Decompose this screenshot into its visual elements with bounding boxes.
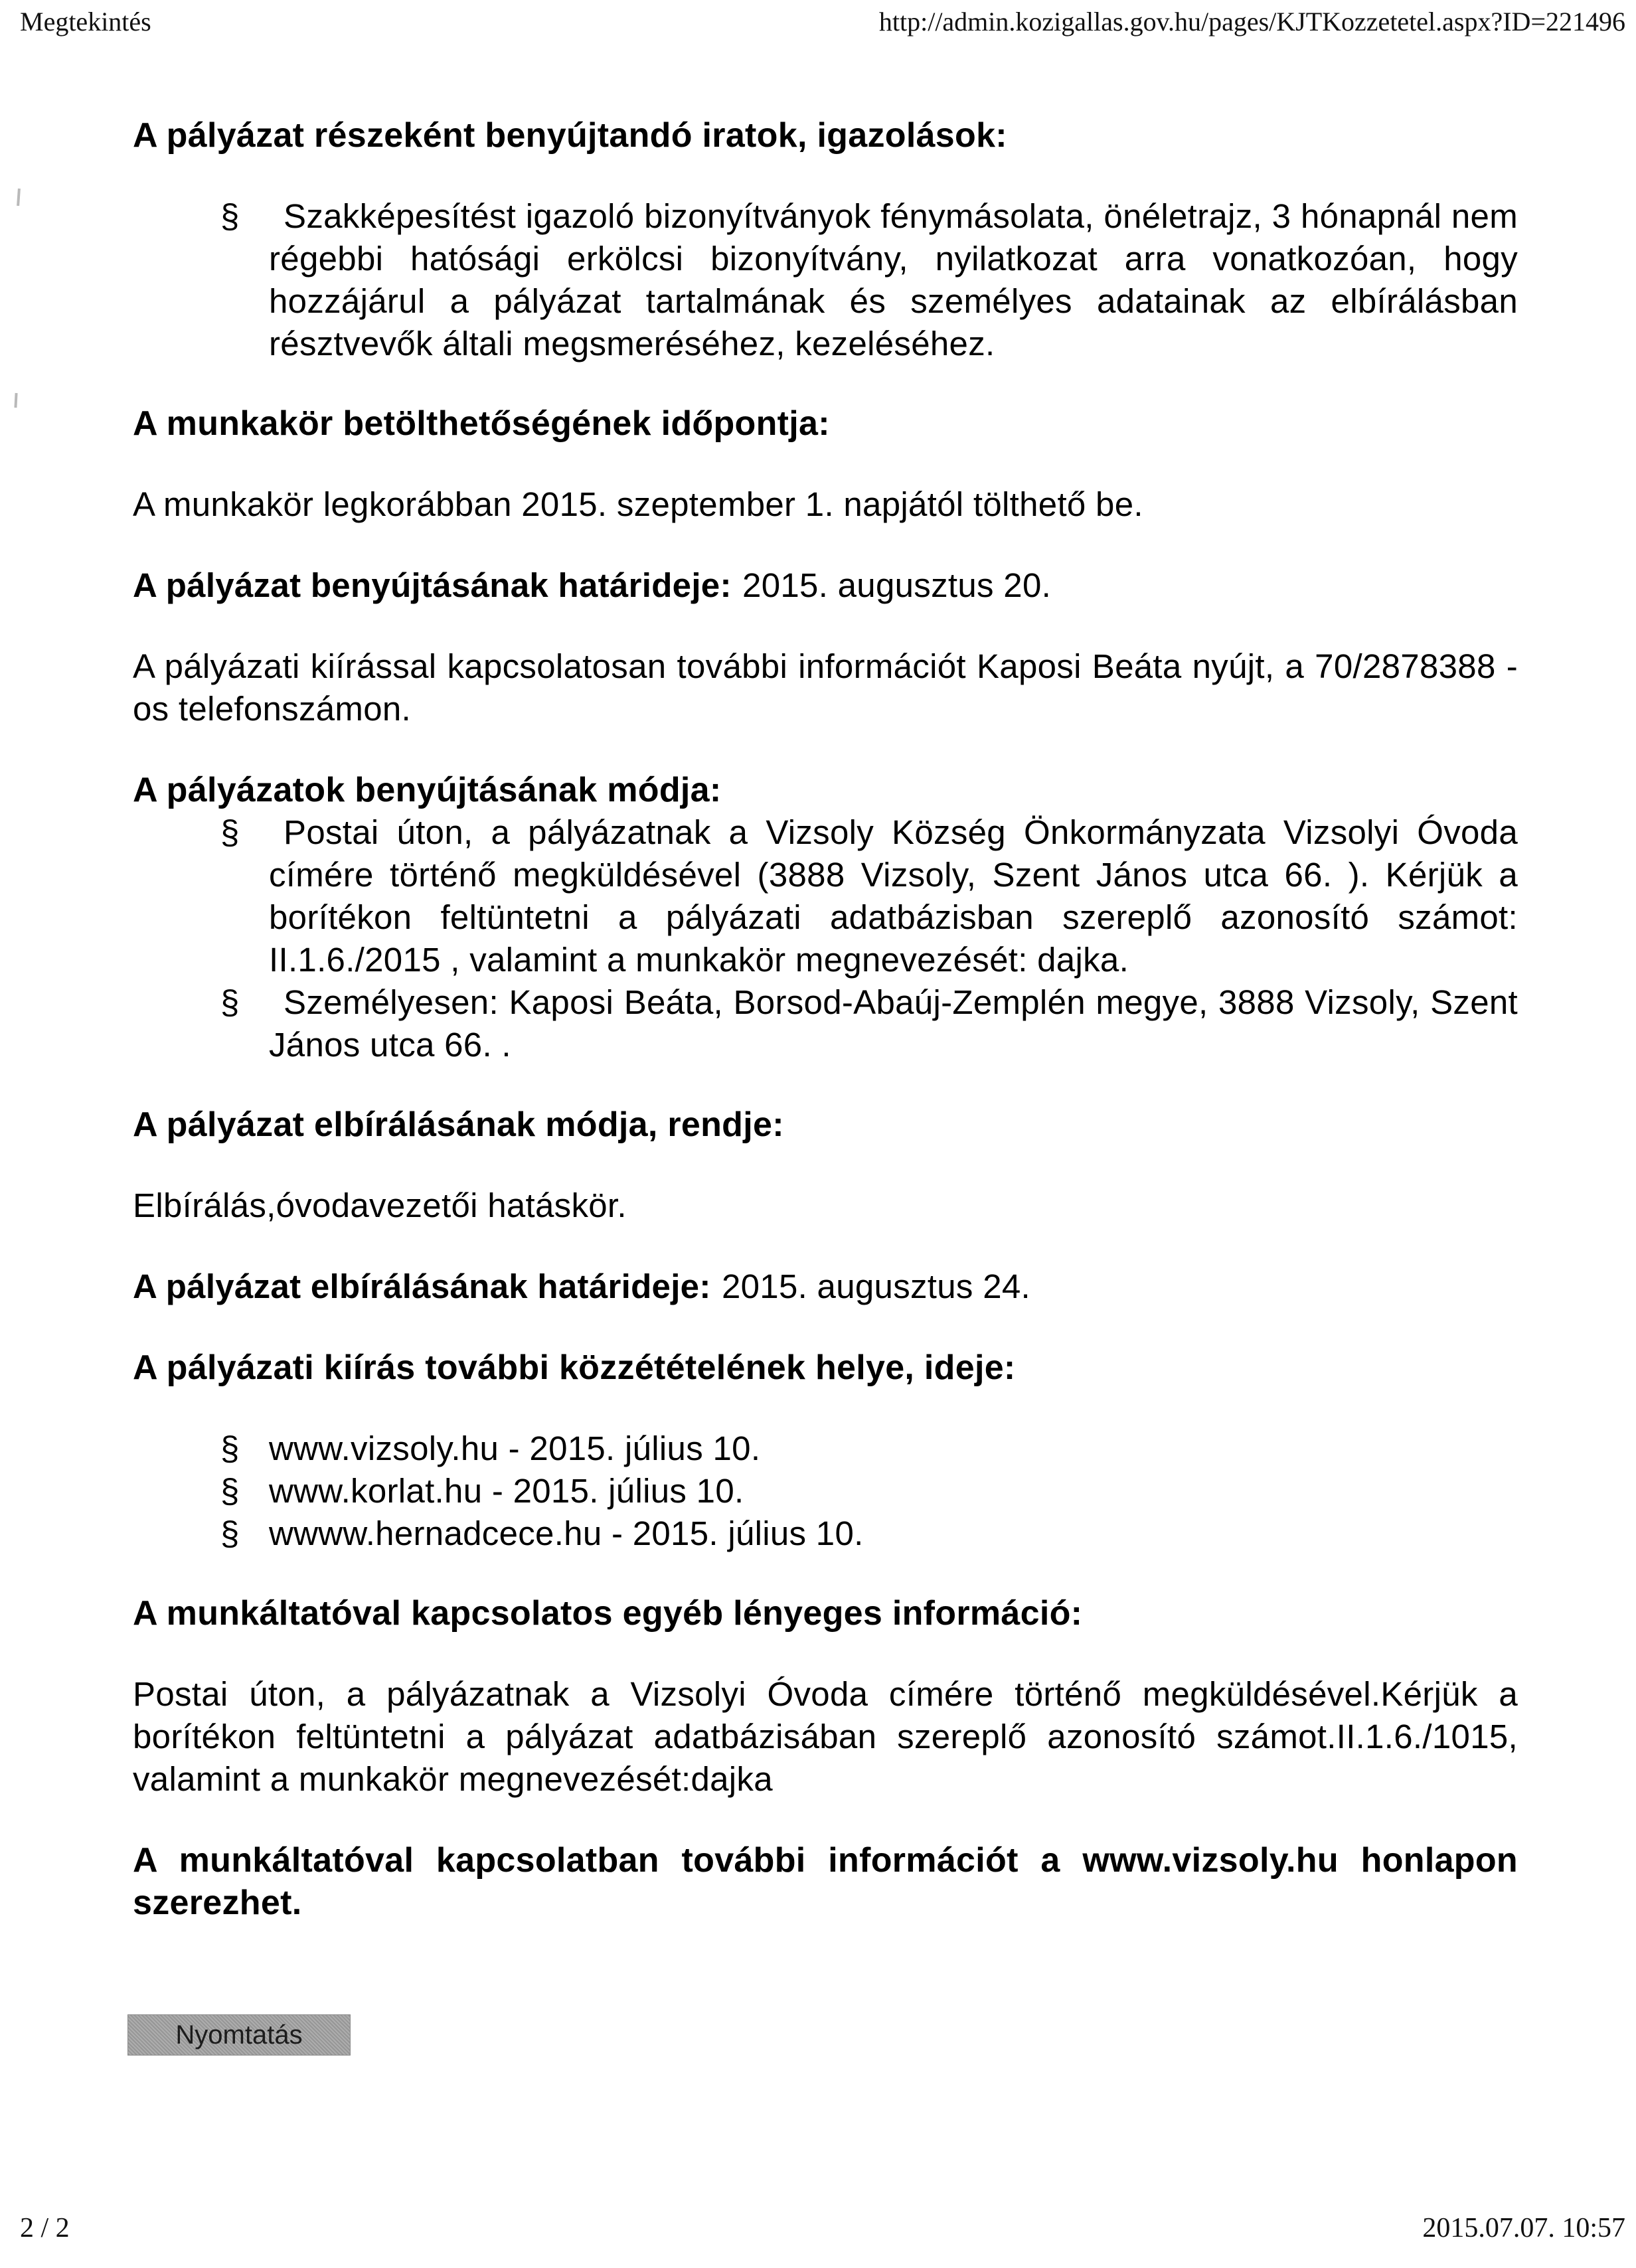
section-symbol: § (220, 1429, 240, 1467)
paragraph-egyeb-informacio: Postai úton, a pályázatnak a Vizsolyi Óvoda címére történő megküldésével.Kérjük a borítékon feltüntetni a pályázat adatbázisában szereplő azonosító számot.II.1.6./1015, valamint a munkakör megnevezését:dajka (133, 1675, 1518, 1798)
heading-value-part: 2015. augusztus 20. (742, 566, 1052, 604)
list-item-text: www.vizsoly.hu - 2015. július 10. (269, 1429, 761, 1467)
section-symbol: § (220, 197, 240, 235)
timestamp: 2015.07.07. 10:57 (1422, 2213, 1625, 2243)
print-header (20, 5, 1625, 39)
heading-bold-part: A pályázat benyújtásának határideje: (133, 566, 732, 604)
list-item-text: Postai úton, a pályázatnak a Vizsoly Község Önkormányzata Vizsolyi Óvoda címére történő megküldésével (3888 Vizsoly, Szent János utca 66. ). Kérjük a borítékon feltüntetni a pályázati adatbázisban szereplő azonosító számot: II.1.6./2015 , valamint a munkakör megnevezését: dajka. (269, 813, 1518, 979)
section-heading-iratok: A pályázat részeként benyújtandó iratok, igazolások: (133, 116, 1007, 155)
scan-artifact (14, 393, 17, 408)
section-heading-betoltes-idopontja: A munkakör betölthetőségének időpontja: (133, 404, 830, 443)
heading-benyujtas-hatarideje (133, 564, 1518, 607)
heading-elbiralas-hatarideje (133, 1265, 1518, 1308)
paragraph-betoltes: A munkakör legkorábban 2015. szeptember 1. napjától tölthető be. (133, 485, 1143, 523)
section-heading-egyeb-informacio: A munkáltatóval kapcsolatos egyéb lényeges információ: (133, 1594, 1083, 1633)
list-item (133, 1512, 1518, 1555)
list-item-text: www.korlat.hu - 2015. július 10. (269, 1472, 744, 1510)
list-item (133, 811, 1518, 981)
document-body (133, 114, 1518, 1924)
list-item (133, 981, 1518, 1066)
section-symbol: § (220, 1514, 240, 1552)
heading-tovabbi-informacio: A munkáltatóval kapcsolatban további információt a www.vizsoly.hu honlapon szerezhet. (133, 1841, 1518, 1922)
bullet-list-kozzetetel (133, 1427, 1518, 1555)
paragraph-informacio-kaposi: A pályázati kiírással kapcsolatosan további információt Kaposi Beáta nyújt, a 70/2878388 -os telefonszámon. (133, 647, 1518, 728)
list-item-text: wwww.hernadcece.hu - 2015. július 10. (269, 1514, 864, 1552)
bullet-list-benyujtas-modja (133, 811, 1518, 1066)
section-heading-kozzetetel: A pályázati kiírás további közzétételének helye, ideje: (133, 1348, 1016, 1387)
page-indicator: 2 / 2 (20, 2213, 70, 2243)
view-mode-label: Megtekintés (20, 7, 151, 37)
print-footer (20, 2211, 1625, 2245)
scan-artifact (17, 189, 21, 206)
source-url: http://admin.kozigallas.gov.hu/pages/KJTKozzetetel.aspx?ID=221496 (878, 7, 1625, 37)
list-item-text: Szakképesítést igazoló bizonyítványok fénymásolata, önéletrajz, 3 hónapnál nem régebbi hatósági erkölcsi bizonyítvány, nyilatkozat arra vonatkozóan, hogy hozzájárul a pályázat tartalmának és személyes adatainak az elbírálásban résztvevők általi megsmeréséhez, kezeléséhez. (269, 197, 1518, 363)
list-item-text: Személyesen: Kaposi Beáta, Borsod-Abaúj-Zemplén megye, 3888 Vizsoly, Szent János utca 66. . (269, 983, 1518, 1064)
list-item (133, 1427, 1518, 1470)
section-heading-benyujtas-modja: A pályázatok benyújtásának módja: (133, 771, 722, 809)
print-button[interactable]: Nyomtatás (128, 2015, 350, 2055)
list-item (133, 1470, 1518, 1512)
heading-bold-part: A pályázat elbírálásának határideje: (133, 1267, 711, 1305)
section-symbol: § (220, 983, 240, 1021)
paragraph-elbiralas: Elbírálás,óvodavezetői hatáskör. (133, 1186, 627, 1224)
section-heading-elbiralas-modja: A pályázat elbírálásának módja, rendje: (133, 1105, 784, 1144)
bullet-list-iratok (133, 195, 1518, 365)
section-symbol: § (220, 813, 240, 851)
heading-value-part: 2015. augusztus 24. (721, 1267, 1031, 1305)
section-symbol: § (220, 1472, 240, 1510)
list-item (133, 195, 1518, 365)
